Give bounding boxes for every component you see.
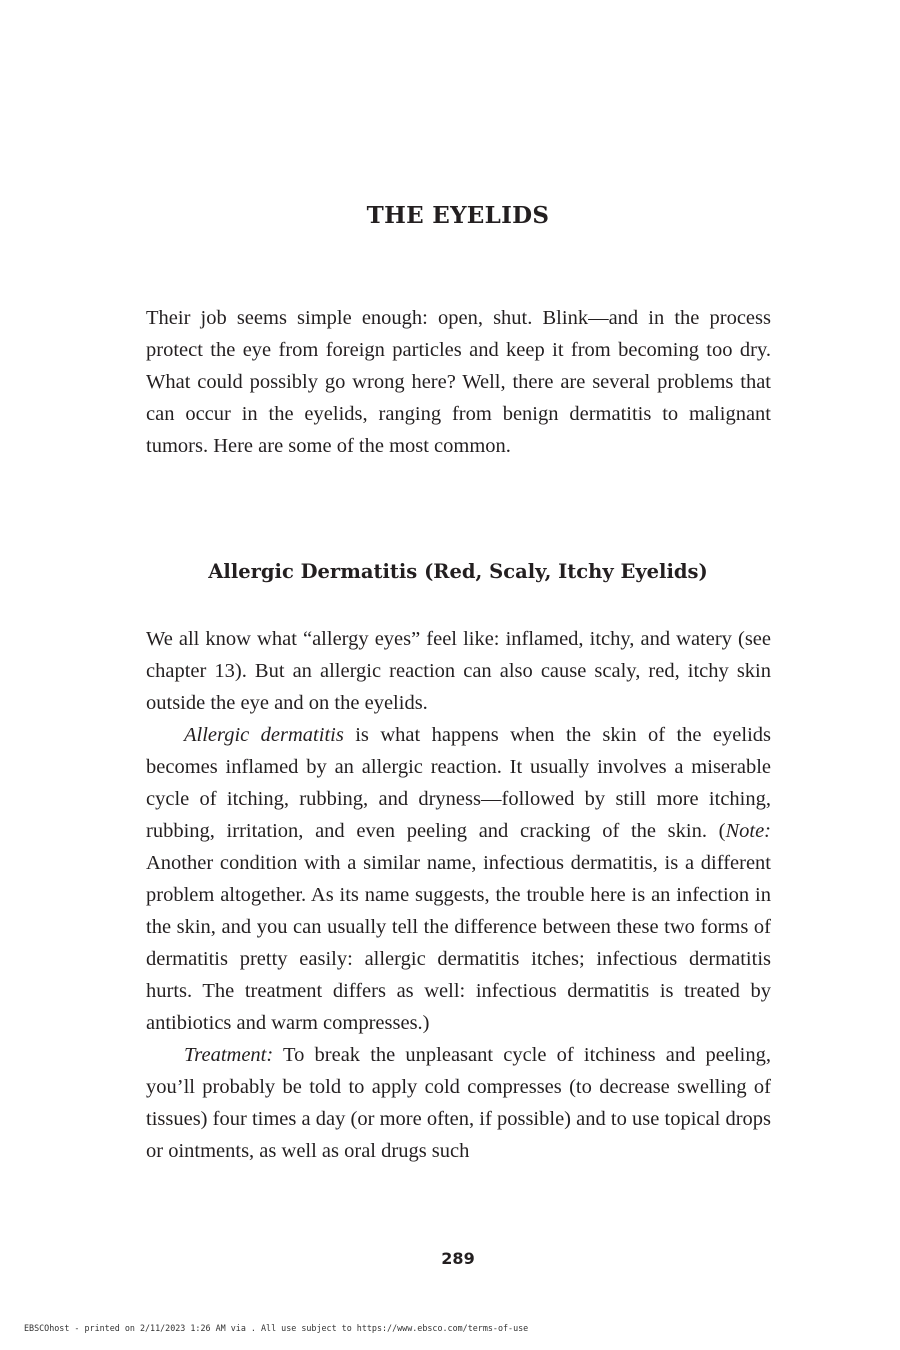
paragraph-3 — [146, 1039, 771, 1167]
paragraph-2-text-1: is what happens when the skin of the eyelids becomes inflamed by an allergic reaction. It usually involves a miserable cycle of itching, rubbing, and dryness—followed by still more itching, rubbing, irritation, and even peeling and cracking of the skin. ( — [146, 724, 771, 842]
paragraph-2-text-2: Another condition with a similar name, infectious dermatitis, is a different problem altogether. As its name suggests, the trouble here is an infection in the skin, and you can usually tell the difference between these two forms of dermatitis pretty easily: allergic dermatitis itches; infectious dermatitis hurts. The treatment differs as well: infectious dermatitis is treated by antibiotics and warm compresses.) — [146, 852, 771, 1034]
page-number: 289 — [441, 1249, 475, 1268]
section-body — [146, 623, 771, 1167]
intro-text: Their job seems simple enough: open, shut. Blink—and in the process protect the eye from foreign particles and keep it from becoming too dry. What could possibly go wrong here? Well, there are several problems that can occur in the eyelids, ranging from benign dermatitis to malignant tumors. Here are some of the most common. — [146, 307, 771, 457]
note-label: Note: — [725, 820, 771, 842]
intro-paragraph — [146, 302, 771, 462]
paragraph-3-text: To break the unpleasant cycle of itchiness and peeling, you’ll probably be told to apply cold compresses (to decrease swelling of tissues) four times a day (or more often, if possible) and to use topical drops or ointments, as well as oral drugs such — [146, 1044, 771, 1162]
paragraph-2 — [146, 719, 771, 1039]
treatment-label: Treatment: — [184, 1044, 274, 1066]
chapter-title: THE EYELIDS — [366, 202, 550, 229]
print-footer: EBSCOhost - printed on 2/11/2023 1:26 AM via . All use subject to https://www.ebsco.com/terms-of-use — [24, 1323, 529, 1333]
term-allergic-dermatitis: Allergic dermatitis — [184, 724, 344, 746]
paragraph-1: We all know what “allergy eyes” feel like: inflamed, itchy, and watery (see chapter 13). But an allergic reaction can also cause scaly, red, itchy skin outside the eye and on the eyelids. — [146, 628, 771, 714]
section-heading: Allergic Dermatitis (Red, Scaly, Itchy Eyelids) — [208, 560, 708, 583]
